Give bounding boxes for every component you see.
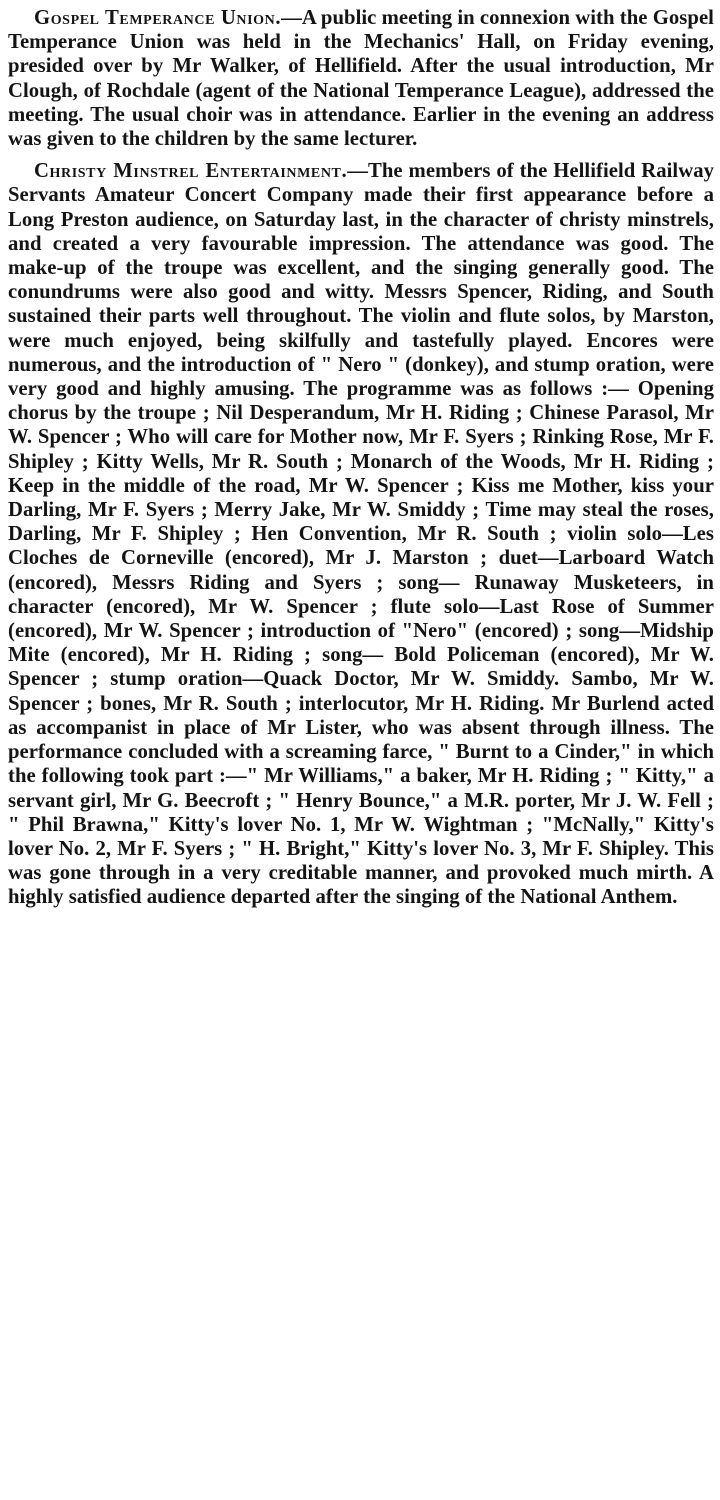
article-body: —The members of the Hellifield Railway Servants Amateur Concert Company made their first appearance before a Long Preston audience, on Saturday last, in the character of christy minstrels, and created a very favourable impression. The attendance was good. The make-up of the troupe was excellent, and the singing generally good. The conundrums were also good and witty. Messrs Spencer, Riding, and South sustained their parts well throughout. The violin and flute solos, by Marston, were much enjoyed, being skilfully and tastefully played. Encores were numerous, and the introduction of " Nero " (donkey), and stump oration, were very good and highly amusing. The programme was as follows :— Opening chorus by the troupe ; Nil Desperandum, Mr H. Riding ; Chinese Parasol, Mr W. Spencer ; Who will care for Mother now, Mr F. Syers ; Rinking Rose, Mr F. Shipley ; Kitty Wells, Mr R. South ; Monarch of the Woods, Mr H. Riding ; Keep in the middle of the road, Mr W. Spencer ; Kiss me Mother, kiss your Darling, Mr F. Syers ; Merry Jake, Mr W. Smiddy ; Time may steal the roses, Darling, Mr F. Shipley ; Hen Convention, Mr R. South ; violin solo—Les Cloches de Corneville (encored), Mr J. Marston ; duet—Larboard Watch (encored), Messrs Riding and Syers ; song— Runaway Musketeers, in character (encored), Mr W. Spencer ; flute solo—Last Rose of Summer (encored), Mr W. Spencer ; introduction of "Nero" (encored) ; song—Midship Mite (encored), Mr H. Riding ; song— Bold Policeman (encored), Mr W. Spencer ; stump oration—Quack Doctor, Mr W. Smiddy. Sambo, Mr W. Spencer ; bones, Mr R. South ; interlocutor, Mr H. Riding. Mr Burlend acted as accompanist in place of Mr Lister, who was absent through illness. The performance concluded with a screaming farce, " Burnt to a Cinder," in which the following took part :—" Mr Williams," a baker, Mr H. Riding ; " Kitty," a servant girl, Mr G. Beecroft ; " Henry Bounce," a M.R. porter, Mr J. W. Fell ; " Phil Brawna," Kitty's lover No. 1, Mr W. Wightman ; "McNally," Kitty's lover No. 2, Mr F. Syers ; " H. Bright," Kitty's lover No. 3, Mr F. Shipley. This was gone through in a very creditable manner, and provoked much mirth. A highly satisfied audience departed after the singing of the National Anthem. [8,160,715,909]
article-gospel-temperance [8,6,714,151]
article-body: —A public meeting in connexion with the Gospel Temperance Union was held in the Mechanics' Hall, on Friday evening, presided over by Mr Walker, of Hellifield. After the usual introduction, Mr Clough, of Rochdale (agent of the National Temperance League), addressed the meeting. The usual choir was in attendance. Earlier in the evening an address was given to the children by the same lecturer. [8,7,714,151]
article-christy-minstrel [8,159,714,909]
article-heading: Gospel Temperance Union. [34,7,282,29]
article-paragraph [8,6,714,151]
article-heading: Christy Minstrel Entertainment. [34,160,348,183]
article-paragraph [8,159,714,909]
